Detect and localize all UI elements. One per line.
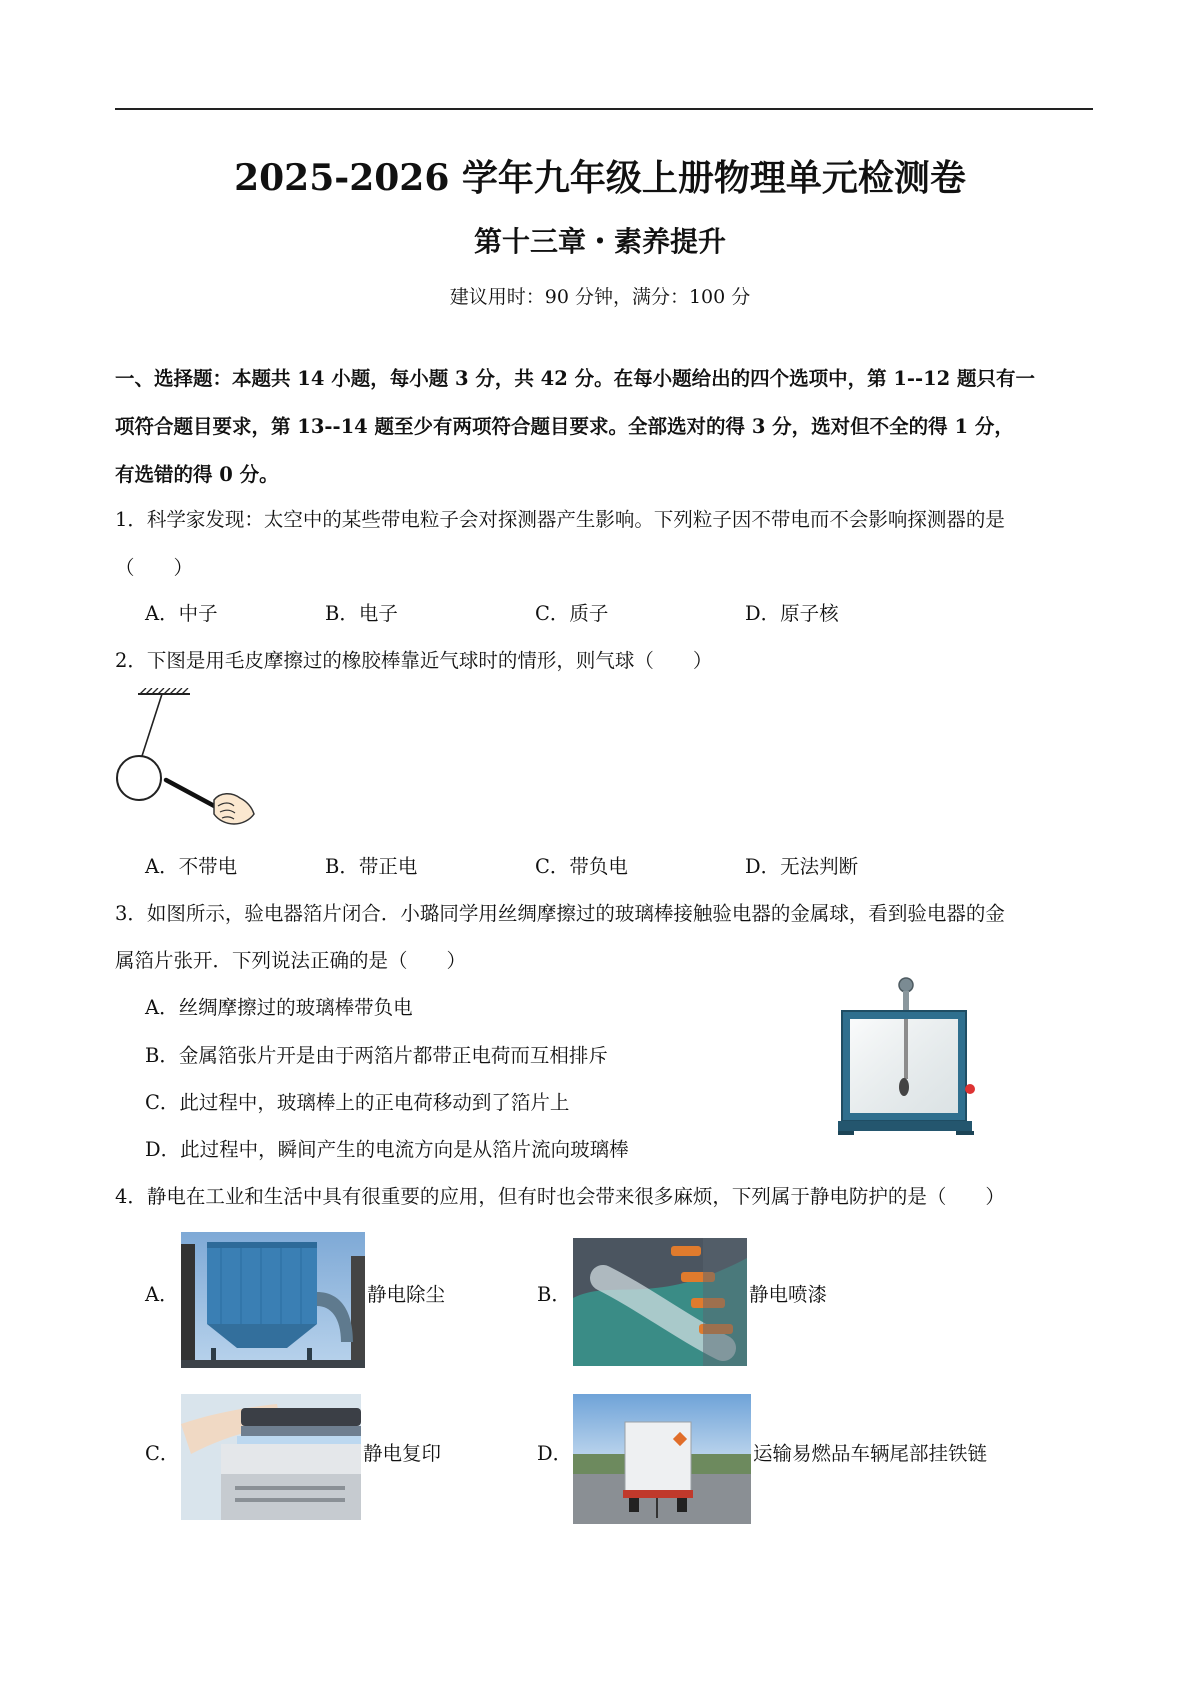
q1-option-d[interactable]: D．原子核 [745, 602, 839, 625]
q1-stem-line-2: （ ） [115, 556, 194, 579]
q2-stem: 2．下图是用毛皮摩擦过的橡胶棒靠近气球时的情形，则气球（ ） [115, 649, 713, 672]
top-rule [115, 108, 1093, 110]
page-title: 2025-2026 学年九年级上册物理单元检测卷 [234, 157, 966, 199]
q4-option-d-letter[interactable]: D． [537, 1442, 573, 1465]
q1-stem-line-1: 1．科学家发现：太空中的某些带电粒子会对探测器产生影响。下列粒子因不带电而不会影响探测器的是 [115, 508, 1005, 531]
q4-option-a-caption[interactable]: 静电除尘 [367, 1283, 446, 1306]
q3-option-c[interactable]: C．此过程中，玻璃棒上的正电荷移动到了箔片上 [145, 1091, 570, 1114]
q4-option-b-letter[interactable]: B． [537, 1283, 571, 1306]
page-subtitle: 第十三章・素养提升 [473, 225, 726, 258]
section-instructions [115, 355, 1100, 499]
q2-option-b[interactable]: B．带正电 [325, 855, 418, 878]
balloon-rod-figure [110, 688, 260, 838]
q2-option-c[interactable]: C．带负电 [535, 855, 628, 878]
q2-option-a[interactable]: A．不带电 [145, 855, 238, 878]
q1-option-a[interactable]: A．中子 [145, 602, 218, 625]
tanker-truck-photo [573, 1394, 751, 1524]
q3-stem-line-2: 属箔片张开．下列说法正确的是（ ） [115, 949, 467, 972]
spray-paint-photo [573, 1238, 747, 1366]
dust-removal-photo [181, 1232, 365, 1368]
q1-option-c[interactable]: C．质子 [535, 602, 609, 625]
q1-option-b[interactable]: B．电子 [325, 602, 398, 625]
q3-option-b[interactable]: B．金属箔张片开是由于两箔片都带正电荷而互相排斥 [145, 1044, 608, 1067]
section-line: 有选错的得 0 分。 [115, 463, 279, 486]
q4-stem: 4．静电在工业和生活中具有很重要的应用，但有时也会带来很多麻烦，下列属于静电防护的是（ ） [115, 1185, 1005, 1208]
q4-option-c-caption[interactable]: 静电复印 [363, 1442, 442, 1465]
section-line: 一、选择题：本题共 14 小题，每小题 3 分，共 42 分。在每小题给出的四个选项中，第 1--12 题只有一 [115, 367, 1036, 390]
q3-stem-line-1: 3．如图所示，验电器箔片闭合．小璐同学用丝绸摩擦过的玻璃棒接触验电器的金属球，看到验电器的金 [115, 902, 1005, 925]
section-line: 项符合题目要求，第 13--14 题至少有两项符合题目要求。全部选对的得 3 分，选对但不全的得 1 分， [115, 415, 1014, 438]
time-info: 建议用时：90 分钟，满分：100 分 [449, 286, 751, 308]
q4-option-b-caption[interactable]: 静电喷漆 [749, 1283, 828, 1306]
q2-option-d[interactable]: D．无法判断 [745, 855, 859, 878]
electroscope-figure [838, 975, 978, 1135]
q4-option-c-letter[interactable]: C． [145, 1442, 180, 1465]
q4-option-d-caption[interactable]: 运输易燃品车辆尾部挂铁链 [753, 1442, 988, 1465]
q3-option-d[interactable]: D．此过程中，瞬间产生的电流方向是从箔片流向玻璃棒 [145, 1138, 629, 1161]
q4-option-a-letter[interactable]: A． [145, 1283, 179, 1306]
q3-option-a[interactable]: A．丝绸摩擦过的玻璃棒带负电 [145, 996, 413, 1019]
photocopy-photo [181, 1394, 361, 1520]
